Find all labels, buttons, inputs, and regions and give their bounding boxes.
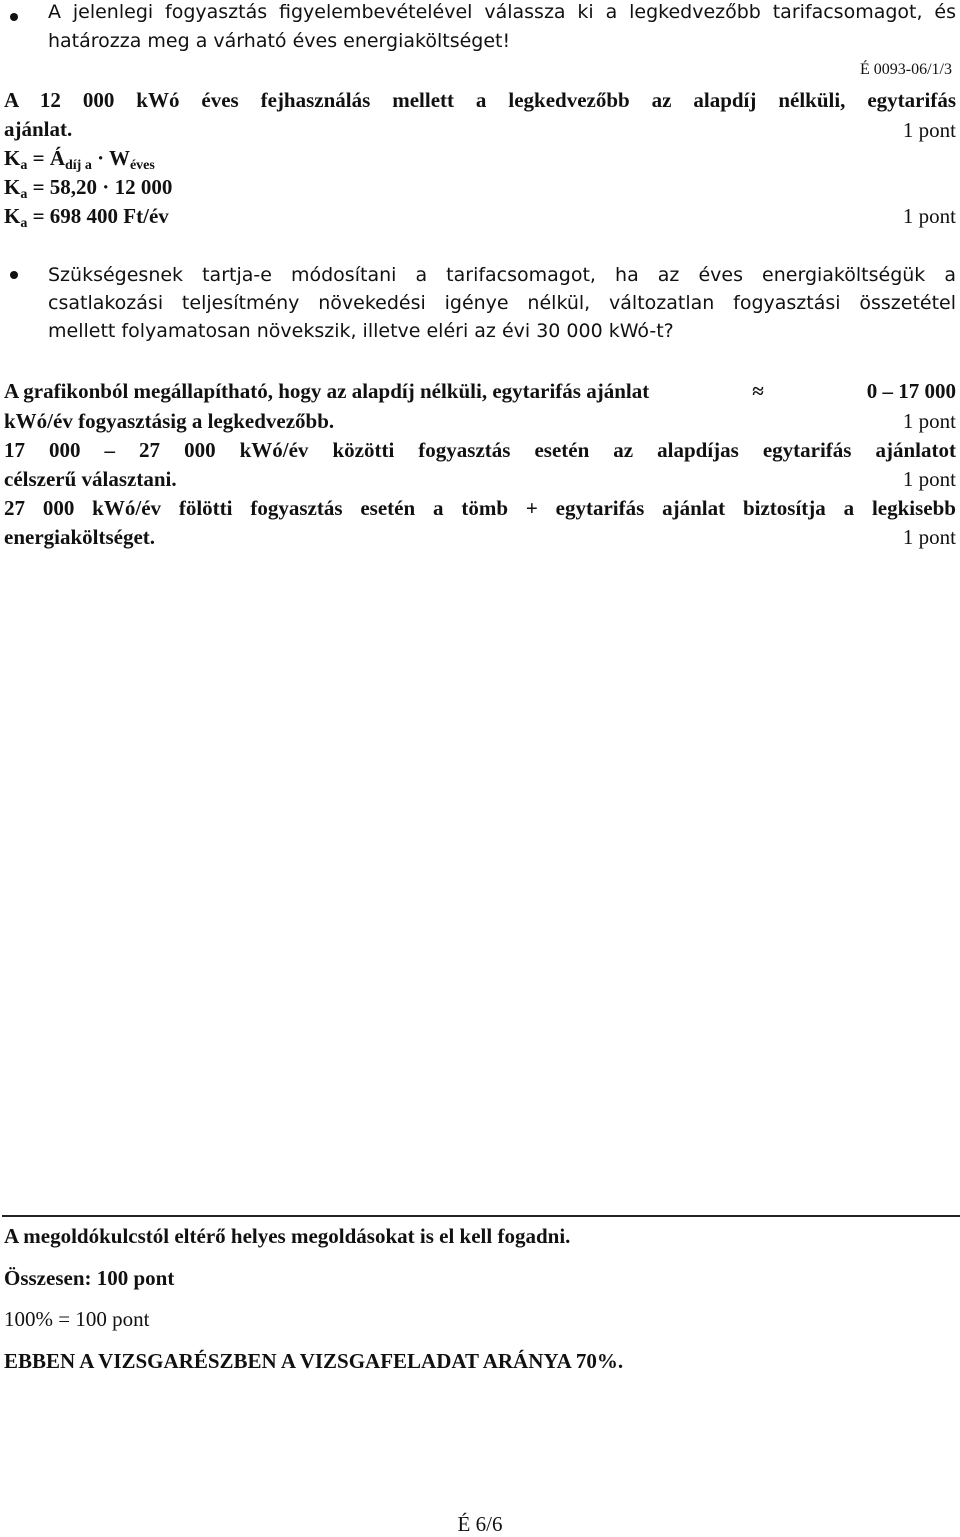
point-label: 1 pont — [902, 118, 956, 142]
formula-multiply: · — [97, 146, 105, 170]
question-2-line-2: csatlakozási teljesítmény növekedési igénye nélkül, változatlan fogyasztási összetétel — [48, 292, 956, 314]
answer-1-line-1: A 12 000 kWó éves fejhasználás mellett a legkedvezőbb az alapdíj nélküli, egytarifás — [4, 88, 956, 112]
exam-ratio: EBBEN A VIZSGARÉSZBEN A VIZSGAFELADAT ARÁNYA 70%. — [4, 1349, 624, 1373]
divider — [2, 1215, 960, 1217]
total-points: Összesen: 100 pont — [4, 1266, 175, 1290]
question-1-line-2: határozza meg a várható éves energiaköltséget! — [48, 30, 511, 52]
answer-2-p2-line-1: 17 000 – 27 000 kWó/év közötti fogyasztás esetén az alapdíjas egytarifás ajánlatot — [4, 438, 956, 462]
answer-2-p1-line-1 — [4, 376, 956, 406]
point-label: 1 pont — [902, 204, 956, 228]
formula-rhs: = 58,20 · 12 000 — [32, 175, 173, 199]
formula-a: Á — [49, 146, 65, 170]
answer-2-p3-line-1: 27 000 kWó/év fölötti fogyasztás esetén a tömb + egytarifás ajánlat biztosítja a legkisebb — [4, 496, 956, 520]
point-label: 1 pont — [902, 467, 956, 491]
point-label: 1 pont — [902, 525, 956, 549]
page-number: É 6/6 — [457, 1512, 503, 1536]
formula-a-subscript: díj a — [64, 158, 92, 173]
formula-k: K — [4, 204, 21, 228]
question-2-line-3: mellett folyamatosan növekszik, illetve eléri az évi 30 000 kWó-t? — [48, 320, 674, 342]
answer-2-p2-line-2: célszerű választani. — [4, 467, 177, 491]
document-code: É 0093-06/1/3 — [860, 61, 952, 78]
answer-2-p1-line-2: kWó/év fogyasztásig a legkedvezőbb. — [4, 409, 335, 433]
formula-k-subscript: a — [20, 158, 28, 173]
answer-1-line-2: ajánlat. — [4, 117, 73, 141]
percent-points: 100% = 100 pont — [4, 1307, 150, 1331]
bullet-q2 — [10, 271, 18, 279]
formula-cost-substitution — [4, 172, 172, 202]
formula-w: W — [108, 146, 130, 170]
formula-cost-definition — [4, 143, 155, 173]
question-1-line-1: A jelenlegi fogyasztás figyelembevételével válassza ki a legkedvezőbb tarifacsomagot, és — [48, 1, 956, 23]
formula-k: K — [4, 146, 21, 170]
answer-2-p3-line-2: energiaköltséget. — [4, 525, 156, 549]
formula-k-subscript: a — [20, 187, 28, 202]
point-label: 1 pont — [902, 409, 956, 433]
bullet-q1 — [10, 13, 18, 21]
alternative-solutions-note: A megoldókulcstól eltérő helyes megoldásokat is el kell fogadni. — [4, 1224, 571, 1248]
formula-k-subscript: a — [20, 216, 28, 231]
formula-k: K — [4, 175, 21, 199]
answer-2-p1-text: A grafikonból megállapítható, hogy az alapdíj nélküli, egytarifás ajánlat — [4, 379, 650, 403]
formula-cost-result — [4, 201, 169, 231]
formula-rhs: = 698 400 Ft/év — [32, 204, 169, 228]
answer-2-p1-range: 0 – 17 000 — [866, 379, 956, 403]
formula-equals: = — [32, 146, 45, 170]
approx-symbol: ≈ — [752, 379, 764, 403]
formula-w-subscript: éves — [129, 158, 155, 173]
question-2-line-1: Szükségesnek tartja-e módosítani a tarifacsomagot, ha az éves energiaköltségük a — [48, 264, 956, 286]
